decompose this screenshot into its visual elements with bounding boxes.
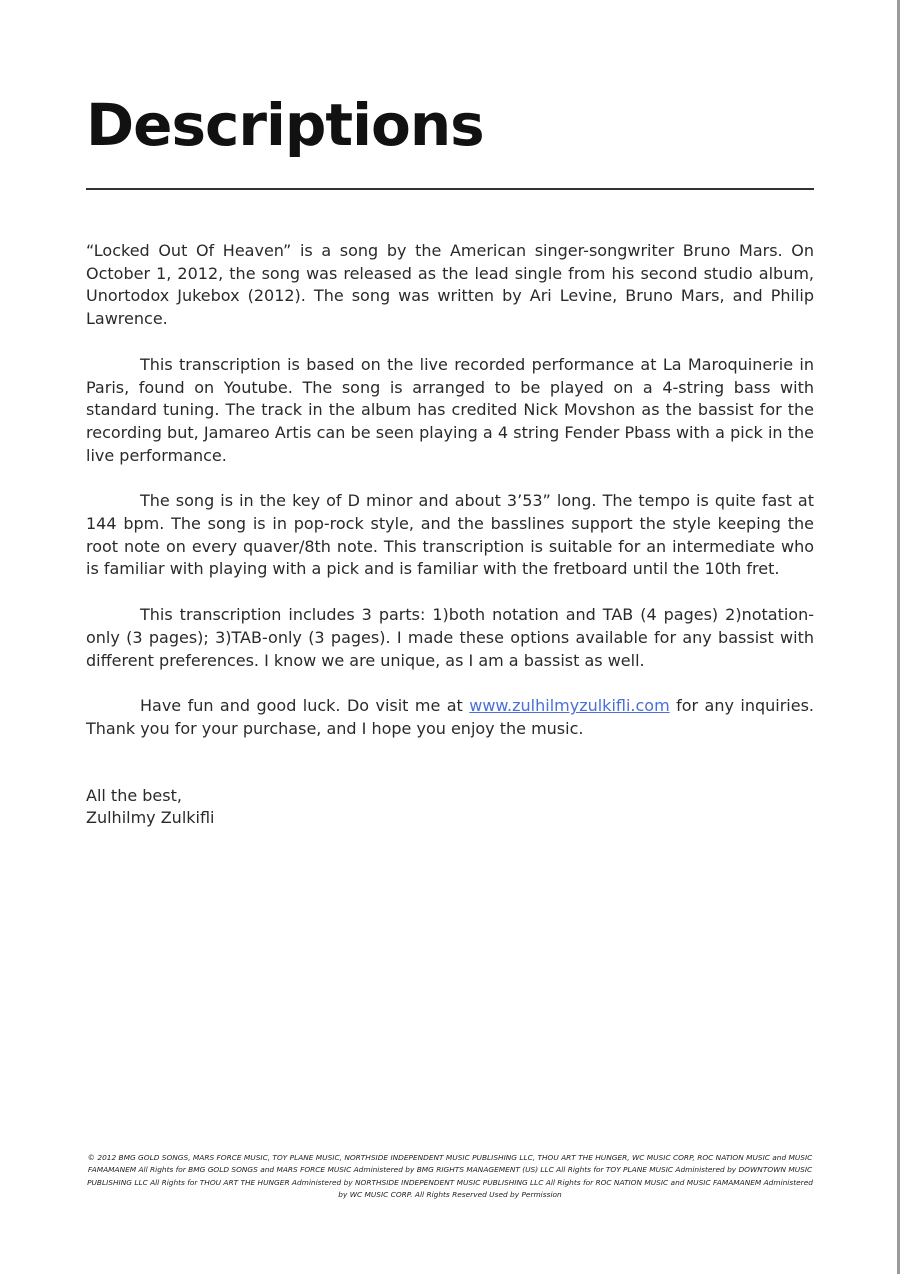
page-title: Descriptions bbox=[86, 91, 484, 159]
paragraph-parts-included: This transcription includes 3 parts: 1)both notation and TAB (4 pages) 2)notation-only (3 pages); 3)TAB-only (3 pages). I made these options available for any bassist with different preferences. I know we are unique, as I am a bassist as well. bbox=[86, 605, 814, 670]
paragraph-song-details: The song is in the key of D minor and about 3’53” long. The tempo is quite fast at 144 bpm. The song is in pop-rock style, and the basslines support the style keeping the root note on every quaver/8th note. This transcription is suitable for an intermediate who is familiar with playing with a pick and is familiar with the fretboard until the 10th fret. bbox=[86, 491, 814, 579]
paragraph-song-intro: “Locked Out Of Heaven” is a song by the American singer-songwriter Bruno Mars. On October 1, 2012, the song was released as the lead single from his second studio album, Unortodox Jukebox (2012). The song was written by Ari Levine, Bruno Mars, and Philip Lawrence. bbox=[86, 241, 814, 329]
signoff-closing: All the best, bbox=[86, 785, 182, 805]
document-page bbox=[86, 90, 814, 830]
signoff bbox=[86, 785, 814, 830]
title-divider bbox=[86, 188, 814, 190]
copyright-footer: © 2012 BMG GOLD SONGS, MARS FORCE MUSIC, TOY PLANE MUSIC, NORTHSIDE INDEPENDENT MUSIC PUBLISHING LLC, THOU ART THE HUNGER, WC MUSIC CORP, ROC NATION MUSIC and MUSIC FAMAMANEM All Rights for BMG GOLD SONGS and MARS FORCE MUSIC Administered by BMG RIGHTS MANAGEMENT (US) LLC All Rights for TOY PLANE MUSIC Administered by DOWNTOWN MUSIC PUBLISHING LLC All Rights for THOU ART THE HUNGER Administered by NORTHSIDE INDEPENDENT MUSIC PUBLISHING LLC All Rights for ROC NATION MUSIC and MUSIC FAMAMANEM Administered by WC MUSIC CORP. All Rights Reserved Used by Permission bbox=[87, 1153, 813, 1200]
paragraph-closing-note bbox=[86, 695, 814, 740]
closing-note-text-start: Have fun and good luck. Do visit me at bbox=[140, 696, 470, 716]
description-body bbox=[86, 240, 814, 741]
paragraph-transcription-source: This transcription is based on the live recorded performance at La Maroquinerie in Paris, found on Youtube. The song is arranged to be played on a 4-string bass with standard tuning. The track in the album has credited Nick Movshon as the bassist for the recording but, Jamareo Artis can be seen playing a 4 string Fender Pbass with a pick in the live performance. bbox=[86, 354, 814, 465]
website-link[interactable]: www.zulhilmyzulkifli.com bbox=[469, 696, 670, 716]
closing-note-text-end: for any inquiries. Thank you for your purchase, and I hope you enjoy the music. bbox=[86, 696, 814, 738]
signoff-name: Zulhilmy Zulkifli bbox=[86, 808, 215, 828]
